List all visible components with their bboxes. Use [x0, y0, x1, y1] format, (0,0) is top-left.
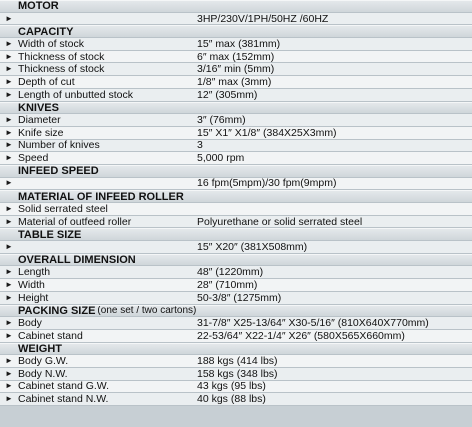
spec-row — [0, 330, 472, 343]
spec-value: 3 — [197, 139, 203, 152]
spec-label: Solid serrated steel — [18, 203, 108, 215]
spec-value: 16 fpm(5mpm)/30 fpm(9mpm) — [197, 177, 337, 190]
section-title: TABLE SIZE — [18, 228, 82, 241]
spec-value: 31-7/8″ X25-13/64″ X30-5/16″ (810X640X770mm) — [197, 317, 429, 330]
spec-row — [0, 127, 472, 140]
section-header — [0, 343, 472, 356]
spec-row — [0, 13, 472, 26]
section-title: INFEED SPEED — [18, 165, 99, 178]
spec-label: Thickness of stock — [18, 50, 105, 63]
bullet-arrow-icon: ► — [5, 64, 13, 74]
section-note: (one set / two cartons) — [97, 304, 197, 316]
spec-row — [0, 178, 472, 191]
bullet-arrow-icon: ► — [5, 115, 13, 125]
spec-label: Speed — [18, 152, 49, 165]
spec-value: 43 kgs (95 lbs) — [197, 380, 266, 393]
spec-row — [0, 381, 472, 394]
spec-label: Depth of cut — [18, 76, 75, 88]
bullet-arrow-icon: ► — [5, 368, 13, 378]
spec-value: 3HP/230V/1PH/50HZ /60HZ — [197, 12, 329, 25]
spec-value: 5,000 rpm — [197, 152, 245, 165]
bullet-arrow-icon: ► — [5, 153, 13, 163]
spec-row — [0, 38, 472, 51]
spec-value: 12″ (305mm) — [197, 88, 258, 101]
bullet-arrow-icon: ► — [5, 140, 13, 150]
bullet-arrow-icon: ► — [5, 89, 13, 99]
bullet-arrow-icon: ► — [5, 267, 13, 277]
spec-label: Cabinet stand N.W. — [18, 393, 109, 406]
section-header — [0, 25, 472, 38]
section-header — [0, 0, 472, 13]
bullet-arrow-icon: ► — [5, 127, 13, 137]
spec-row — [0, 140, 472, 153]
section-header — [0, 190, 472, 203]
spec-label: Cabinet stand — [18, 329, 83, 342]
spec-value: 15″ X20″ (381X508mm) — [197, 241, 308, 253]
bullet-arrow-icon: ► — [5, 216, 13, 226]
spec-value: 3/16″ min (5mm) — [197, 63, 275, 76]
spec-label: Body N.W. — [18, 367, 68, 380]
spec-row — [0, 368, 472, 381]
bullet-arrow-icon: ► — [5, 279, 13, 289]
spec-row — [0, 51, 472, 64]
spec-value: 3″ (76mm) — [197, 114, 246, 127]
spec-label: Material of outfeed roller — [18, 215, 132, 228]
spec-row — [0, 114, 472, 127]
spec-label: Knife size — [18, 126, 64, 139]
spec-row — [0, 279, 472, 292]
spec-value: 50-3/8″ (1275mm) — [197, 291, 282, 304]
spec-label: Number of knives — [18, 139, 100, 152]
section-title: PACKING SIZE — [18, 304, 96, 317]
spec-row — [0, 292, 472, 305]
spec-value: 48″ (1220mm) — [197, 266, 264, 279]
spec-label: Length — [18, 266, 51, 279]
spec-row — [0, 152, 472, 165]
bullet-arrow-icon: ► — [5, 330, 13, 340]
section-title: MOTOR — [18, 0, 59, 13]
bullet-arrow-icon: ► — [5, 76, 13, 86]
spec-row — [0, 241, 472, 254]
spec-value: 15″ max (381mm) — [197, 38, 281, 50]
section-header — [0, 254, 472, 267]
section-header — [0, 102, 472, 115]
section-title: OVERALL DIMENSION — [18, 254, 136, 267]
bullet-arrow-icon: ► — [5, 318, 13, 328]
spec-value: 1/8″ max (3mm) — [197, 76, 272, 88]
spec-value: 22-53/64″ X22-1/4″ X26″ (580X565X660mm) — [197, 329, 405, 342]
spec-row — [0, 355, 472, 368]
spec-label: Height — [18, 291, 49, 304]
bullet-arrow-icon: ► — [5, 356, 13, 366]
bullet-arrow-icon: ► — [5, 203, 13, 213]
spec-value: 158 kgs (348 lbs) — [197, 367, 278, 380]
section-title: MATERIAL OF INFEED ROLLER — [18, 190, 184, 203]
spec-label: Diameter — [18, 114, 61, 127]
section-header — [0, 305, 472, 318]
spec-value: 28″ (710mm) — [197, 279, 258, 291]
bullet-arrow-icon: ► — [5, 13, 13, 23]
section-title: KNIVES — [18, 101, 59, 114]
spec-row — [0, 203, 472, 216]
section-header — [0, 165, 472, 178]
spec-row — [0, 76, 472, 89]
spec-row — [0, 63, 472, 76]
spec-value: 15″ X1″ X1/8″ (384X25X3mm) — [197, 126, 337, 139]
spec-label: Cabinet stand G.W. — [18, 380, 110, 393]
spec-row — [0, 393, 472, 406]
spec-value: 188 kgs (414 lbs) — [197, 355, 278, 368]
bullet-arrow-icon: ► — [5, 381, 13, 391]
section-title: CAPACITY — [18, 25, 74, 38]
spec-label: Body — [18, 317, 42, 330]
spec-row — [0, 266, 472, 279]
spec-label: Thickness of stock — [18, 63, 105, 76]
section-title: WEIGHT — [18, 342, 62, 355]
spec-label: Body G.W. — [18, 355, 69, 368]
bullet-arrow-icon: ► — [5, 178, 13, 188]
bullet-arrow-icon: ► — [5, 292, 13, 302]
section-header — [0, 228, 472, 241]
bullet-arrow-icon: ► — [5, 38, 13, 48]
spec-row — [0, 89, 472, 102]
spec-label: Width — [18, 279, 45, 291]
spec-row — [0, 216, 472, 229]
spec-label: Length of unbutted stock — [18, 88, 134, 101]
spec-row — [0, 317, 472, 330]
spec-value: Polyurethane or solid serrated steel — [197, 215, 363, 228]
bullet-arrow-icon: ► — [5, 394, 13, 404]
spec-value: 6″ max (152mm) — [197, 50, 275, 63]
spec-value: 40 kgs (88 lbs) — [197, 393, 266, 406]
bullet-arrow-icon: ► — [5, 51, 13, 61]
spec-label: Width of stock — [18, 38, 84, 50]
bullet-arrow-icon: ► — [5, 241, 13, 251]
